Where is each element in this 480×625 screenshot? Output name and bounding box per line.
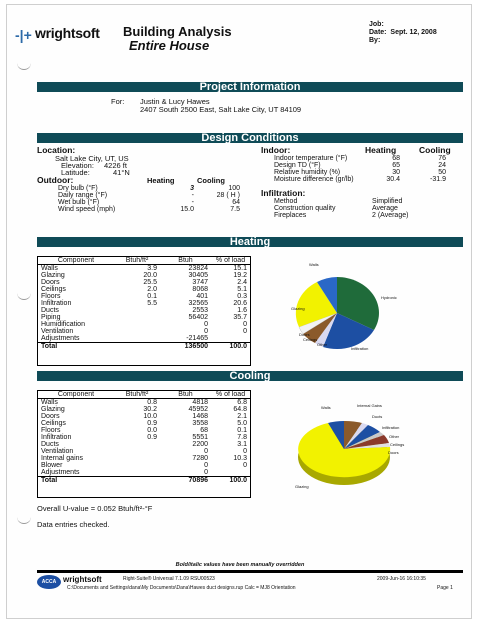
outdoor-cooling-header: Cooling (197, 176, 225, 185)
heating-cell: 0 (243, 321, 247, 328)
cooling-cell: 10.3 (233, 455, 247, 462)
heating-total-cell (114, 343, 160, 351)
cooling-cell: 7280 (192, 455, 208, 462)
binder-hole (17, 515, 31, 524)
pie-label: Hydronic (381, 295, 397, 300)
heating-cell: Ceilings (41, 286, 66, 293)
heating-cell: 32565 (188, 300, 208, 307)
cooling-cell: Infiltration (41, 434, 72, 441)
outdoor-row: Dry bulb (°F) 3 100 (58, 185, 240, 192)
heating-cell: 20.6 (233, 300, 247, 307)
pie-label: Glazing (295, 484, 309, 489)
cooling-cell: 0.0 (147, 427, 157, 434)
infil-row: Fireplaces 2 (Average) (274, 212, 409, 219)
heating-row (38, 314, 250, 321)
binder-hole (17, 61, 31, 70)
data-checked-note: Data entries checked. (37, 520, 110, 529)
cooling-cell: 68 (200, 427, 208, 434)
pie-label: Other (317, 342, 328, 347)
heating-table-box (37, 256, 251, 366)
heating-cell: Adjustments (41, 335, 80, 342)
elevation-label: Elevation: (61, 161, 94, 170)
infiltration-label: Infiltration: (261, 188, 306, 198)
report-page (6, 4, 472, 619)
cooling-total-row (38, 477, 250, 485)
heating-cell (114, 314, 160, 321)
cooling-cell: 5.0 (237, 420, 247, 427)
footer-timestamp: 2009-Jun-16 16:10:35 (377, 576, 426, 582)
heating-row (38, 328, 250, 335)
cooling-cell (211, 469, 250, 477)
indoor-label: Indoor: (261, 145, 291, 155)
cooling-cell: Walls (41, 399, 58, 406)
heating-row (38, 279, 250, 286)
heating-cell (114, 307, 160, 314)
heating-total-cell: 100.0 (211, 343, 250, 351)
job-label: Job: (369, 21, 384, 28)
cooling-cell: 30.2 (143, 406, 157, 413)
infil-row: Construction quality Average (274, 205, 398, 212)
heating-cell: 0 (204, 328, 208, 335)
client-name: Justin & Lucy Hawes (140, 97, 210, 106)
date-row (369, 29, 437, 37)
cooling-cell (114, 462, 160, 469)
cooling-pie-chart (269, 391, 459, 495)
cooling-header-row: Component Btuh/ft² Btuh % of load (38, 391, 250, 399)
cooling-cell: 45952 (188, 406, 208, 413)
design-conditions-bar (37, 133, 463, 143)
outdoor-label: Outdoor: (37, 175, 74, 185)
outdoor-table (55, 185, 243, 213)
cooling-total-cell: 70896 (160, 477, 211, 485)
heating-cell (114, 321, 160, 328)
outdoor-heating-header: Heating (147, 176, 175, 185)
heating-total-cell: Total (38, 343, 114, 351)
latitude-value: 41°N (113, 168, 130, 177)
cooling-cell: 0.9 (147, 420, 157, 427)
pie-label: Ceilings (303, 337, 318, 342)
heating-row (38, 307, 250, 314)
heating-cell: 20.0 (143, 272, 157, 279)
heating-cell: Walls (41, 265, 58, 272)
pie-label: Infiltration (382, 425, 400, 430)
cooling-table (38, 391, 250, 484)
heating-cell (114, 328, 160, 335)
cooling-cell: Internal gains (41, 455, 84, 462)
heating-cell: Piping (41, 314, 61, 321)
cooling-title: Cooling (229, 370, 271, 382)
heating-header-row: Component Btuh/ft² Btuh % of load (38, 257, 250, 265)
cooling-cell: 5551 (192, 434, 208, 441)
design-conditions-title: Design Conditions (201, 132, 299, 144)
footer-page: Page 1 (437, 585, 453, 591)
cooling-cell: 3558 (192, 420, 208, 427)
heating-row (38, 265, 250, 273)
heating-cell: Humidification (41, 321, 85, 328)
cooling-total-cell: 100.0 (211, 477, 250, 485)
heating-row (38, 321, 250, 328)
outdoor-row: Daily range (°F) - 28 ( H ) (58, 192, 240, 199)
date-label: Date: (369, 29, 387, 36)
latitude-label: Latitude: (61, 168, 90, 177)
heating-title: Heating (229, 236, 271, 248)
cooling-cell: 7.8 (237, 434, 247, 441)
heating-cell: 2.4 (237, 279, 247, 286)
cooling-cell (114, 448, 160, 455)
heating-cell: 3747 (192, 279, 208, 286)
heating-row (38, 272, 250, 279)
cooling-cell: 64.8 (233, 406, 247, 413)
heating-cell: 23824 (188, 265, 208, 272)
cooling-row (38, 399, 250, 407)
cooling-cell: 2.1 (237, 413, 247, 420)
cooling-cell: Ducts (41, 441, 59, 448)
cooling-cell: 3.1 (237, 441, 247, 448)
cooling-cell (114, 469, 160, 477)
heating-cell: 401 (196, 293, 208, 300)
heating-cell (114, 335, 160, 343)
pie-label: Infiltration (351, 346, 369, 351)
job-info (369, 21, 437, 45)
heating-cell: 30405 (188, 272, 208, 279)
cooling-row (38, 420, 250, 427)
heating-cell: 3.9 (147, 265, 157, 272)
heating-cell: Ventilation (41, 328, 74, 335)
cooling-cell: Doors (41, 413, 60, 420)
cooling-cell: 10.0 (143, 413, 157, 420)
footer-path: C:\Documents and Settings\dana\My Documents\Dana\Hawes duct designs.rup Calc = MJ8 Orientation (67, 585, 296, 591)
cooling-cell: 4818 (192, 399, 208, 406)
heating-pie-chart (269, 257, 459, 361)
heating-cell: 0 (243, 328, 247, 335)
binder-hole (17, 291, 31, 300)
heating-row (38, 300, 250, 307)
location-label: Location: (37, 145, 76, 155)
pie-label: Internal Gains (357, 403, 382, 408)
elevation-value: 4226 ft (104, 161, 127, 170)
cooling-row (38, 427, 250, 434)
heating-cell: Infiltration (41, 300, 72, 307)
report-subtitle: Entire House (129, 38, 210, 53)
cooling-table-box (37, 390, 251, 498)
cooling-row (38, 455, 250, 462)
heating-cell: Floors (41, 293, 61, 300)
cooling-cell: Blower (41, 462, 63, 469)
by-label: By: (369, 37, 381, 44)
heating-cell: Ducts (41, 307, 59, 314)
cooling-cell (114, 455, 160, 462)
cooling-cell: Ventilation (41, 448, 74, 455)
cooling-cell: Floors (41, 427, 61, 434)
acca-logo: ACCA (37, 575, 61, 589)
heating-row (38, 335, 250, 343)
cooling-cell: Ceilings (41, 420, 66, 427)
pie-label: Ceilings (390, 442, 405, 447)
outdoor-row: Wet bulb (°F) - 64 (58, 199, 240, 206)
cooling-cell: 0 (204, 469, 208, 476)
cooling-cell: 0 (243, 462, 247, 469)
pie-label: Walls (321, 405, 331, 410)
pie-label: Other (389, 434, 400, 439)
cooling-bar (37, 371, 463, 381)
heating-total-cell: 136500 (160, 343, 211, 351)
heating-table (38, 257, 250, 350)
heating-cell: 56402 (188, 314, 208, 321)
heating-cell: 0 (204, 321, 208, 328)
cooling-cell: 0.1 (237, 427, 247, 434)
for-label: For: (111, 97, 125, 106)
cooling-row (38, 448, 250, 455)
cooling-cell: 0 (243, 448, 247, 455)
overall-u-value: Overall U-value = 0.052 Btuh/ft²-°F (37, 504, 153, 513)
heating-cell: -21465 (186, 335, 208, 342)
heating-cell: Doors (41, 279, 60, 286)
report-title: Building Analysis (123, 24, 232, 39)
cooling-total-cell: Total (38, 477, 114, 485)
heating-row (38, 293, 250, 300)
cooling-row (38, 462, 250, 469)
indoor-row: Moisture difference (gr/lb) 30.4 -31.9 (274, 176, 446, 183)
footer-logo: wrightsoft (63, 575, 102, 584)
client-address: 2407 South 2500 East, Salt Lake City, UT 84109 (140, 105, 302, 114)
project-info-title: Project Information (199, 81, 301, 93)
cooling-total-cell (114, 477, 160, 485)
indoor-row: Relative humidity (%) 30 50 (274, 169, 446, 176)
heating-cell: 19.2 (233, 272, 247, 279)
heating-cell: Glazing (41, 272, 65, 279)
date-value: Sept. 12, 2008 (390, 29, 437, 36)
heating-cell: 5.1 (237, 286, 247, 293)
cooling-row (38, 413, 250, 420)
indoor-cooling-header: Cooling (419, 145, 451, 155)
indoor-row: Design TD (°F) 65 24 (274, 162, 446, 169)
override-note: Bold/italic values have been manually overridden (175, 562, 305, 568)
cooling-cell: 6.8 (237, 399, 247, 406)
heating-cell: 25.5 (143, 279, 157, 286)
cooling-cell: Adjustments (41, 469, 80, 476)
cooling-row (38, 469, 250, 477)
cooling-cell: 0 (204, 448, 208, 455)
heating-cell: 2.0 (147, 286, 157, 293)
cooling-cell: 0 (204, 462, 208, 469)
infil-row: Method Simplified (274, 198, 403, 205)
cooling-row (38, 406, 250, 413)
heating-total-row (38, 343, 250, 351)
heating-cell: 8068 (192, 286, 208, 293)
heating-cell: 15.1 (233, 265, 247, 272)
pie-label: Glazing (291, 306, 305, 311)
heating-cell: 5.5 (147, 300, 157, 307)
indoor-table (271, 155, 449, 183)
cooling-row (38, 441, 250, 448)
location-city: Salt Lake City, UT, US (55, 154, 129, 163)
outdoor-row: Wind speed (mph) 15.0 7.5 (58, 206, 240, 213)
cooling-cell: 1468 (192, 413, 208, 420)
cooling-cell (114, 441, 160, 448)
heating-cell: 0.3 (237, 293, 247, 300)
heating-cell (211, 335, 250, 343)
footer-software: Right-Suite® Universal 7.1.09 RSU00523 (123, 576, 215, 582)
wrightsoft-logo-icon: -|+ (15, 27, 32, 43)
infiltration-table (271, 198, 411, 219)
heating-row (38, 286, 250, 293)
company-logo: wrightsoft (35, 25, 100, 41)
heating-cell: 35.7 (233, 314, 247, 321)
heating-cell: 0.1 (147, 293, 157, 300)
heating-bar (37, 237, 463, 247)
pie-label: Doors (299, 332, 310, 337)
pie-label: Doors (388, 450, 399, 455)
footer-rule (37, 570, 463, 573)
heating-cell: 1.6 (237, 307, 247, 314)
cooling-cell: 2200 (192, 441, 208, 448)
pie-label: Walls (309, 262, 319, 267)
pie-label: Ducts (372, 414, 383, 419)
indoor-row: Indoor temperature (°F) 68 76 (274, 155, 446, 162)
cooling-cell: 0.9 (147, 434, 157, 441)
heating-cell: 2553 (192, 307, 208, 314)
project-info-bar (37, 82, 463, 92)
cooling-cell: Glazing (41, 406, 65, 413)
cooling-cell: 0.8 (147, 399, 157, 406)
indoor-heating-header: Heating (365, 145, 397, 155)
cooling-row (38, 434, 250, 441)
